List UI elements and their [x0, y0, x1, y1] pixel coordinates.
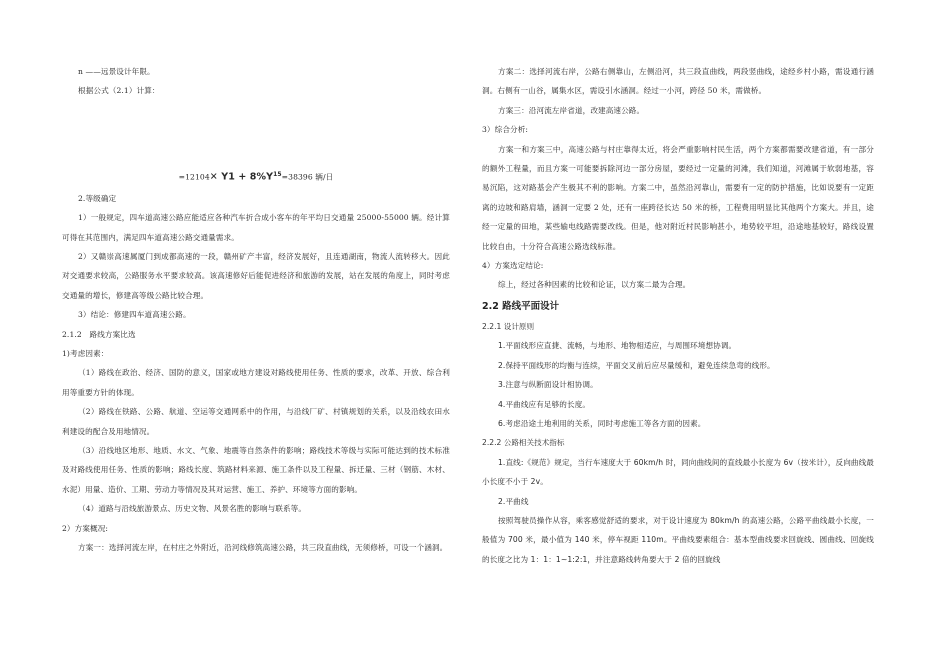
grade-conclusion: 3）结论：修建四车道高速公路。	[78, 310, 191, 320]
tech-curve-paragraph: 按照驾驶员操作从容，乘客感觉舒适的要求，对于设计速度为 80km/h 的高速公路，公路平曲线最小长度，一般值为 700 米，最小值为 140 米，停车视距 110m。平曲线要素组合：基本型曲线要求回旋线、圆曲线、回旋线的长度之比为 1：1：1~1:2:1，并注意路线转角要大于 2 倍的回旋线	[482, 515, 874, 564]
section-2-1-2-heading: 2.1.2 路线方案比选	[62, 329, 136, 339]
plan-3: 方案三：沿河流左岸省道，改建高速公路。	[498, 105, 645, 115]
formula-result: =38396 辆/日	[281, 172, 334, 182]
right-column	[482, 62, 874, 569]
formula-exponent: 15	[273, 170, 282, 178]
principle-3: 3.注意与纵断面设计相协调。	[498, 380, 598, 390]
analysis-title: 3）综合分析:	[482, 125, 529, 135]
plan-2: 方案二：选择河流右岸，公路右侧靠山，左侧沿河，共三段直曲线，两段竖曲线，途经乡村小路，需设通行涵洞。右侧有一山谷，属集水区，需设引水涵洞。经过一小河，跨径 50 米，需做桥。	[482, 67, 874, 96]
analysis-paragraph: 方案一和方案三中，高速公路与村庄靠得太近，将会严重影响村民生活，两个方案都需要改建省道，有一部分的额外工程量，而且方案一可能要拆除河边一部分房屋，要经过一定量的河滩，我们知道，河滩属于软弱地基，容易沉陷，这对路基会产生极其不利的影响。方案二中，虽然沿河靠山，需要有一定的防护措施，比如说要有一定距离的边坡和路肩墙，涵洞一定要 2 处，还有一座跨径长达 50 米的桥，工程费用明显比其他两个方案大。并且，途经一定量的田地，某些输电线路需要改线。但是，他对附近村民影响甚小，地势较平坦，沿途地基较好，路线设置比较自由，十分符合高速公路选线标准。	[482, 144, 874, 251]
grade-heading: 2.等级确定	[78, 193, 117, 203]
principle-6: 6.考虑沿途土地利用的关系，同时考虑施工等各方面的因素。	[498, 418, 706, 428]
section-2-2-2-heading: 2.2.2 公路相关技术指标	[482, 438, 565, 448]
factor-3: （3）沿线地区地形、地质、水文、气象、地震等自然条件的影响；路线技术等级与实际可能达到的技术标准及对路线使用任务、性质的影响；路线长度、筑路材料来源、施工条件以及工程量、拆迁量、三材（钢筋、木材、水泥）用量、造价、工期、劳动力等情况及其对运营、施工、养护、环境等方面的影响。	[62, 446, 450, 494]
left-column	[62, 62, 450, 557]
conclusion-paragraph: 综上，经过各种因素的比较和论证，以方案二最为合理。	[498, 280, 691, 290]
principle-2: 2.保持平面线形的均衡与连续，平面交叉前后应尽量缓和，避免连续急弯的线形。	[498, 360, 775, 370]
traffic-formula	[62, 101, 450, 189]
factor-2: （2）路线在铁路、公路、航道、空运等交通网系中的作用，与沿线厂矿、村镇规划的关系，以及沿线农田水利建设的配合及用地情况。	[62, 407, 450, 436]
principle-1: 1.平面线形应直捷、流畅，与地形、地物相适应，与周围环境想协调。	[498, 341, 737, 351]
grade-paragraph-1: 1）一般规定，四车道高速公路应能适应各种汽车折合成小客车的年平均日交通量 25000-55000 辆。经计算可得在其范围内，满足四车道高速公路交通量需求。	[62, 213, 450, 242]
grade-paragraph-2: 2）又赣崇高速属厦门到成都高速的一段，赣州矿产丰富，经济发展好，且连通湖南，物流人流转移大。因此对交通要求较高，公路服务水平要求较高。该高速修好后能促进经济和旅游的发展，站在发展的角度上，同时考虑交通量的增长，修建高等级公路比较合理。	[62, 251, 450, 300]
section-2-2-heading: 2.2 路线平面设计	[482, 300, 560, 312]
factor-1: （1）路线在政治、经济、国防的意义，国家或地方建设对路线使用任务、性质的要求，改革、开放、综合利用等重要方针的体现。	[62, 368, 450, 397]
factor-4: （4）道路与沿线旅游景点、历史文物、风景名胜的影响与联系等。	[78, 504, 307, 514]
section-2-2-1-heading: 2.2.1 设计原则	[482, 321, 535, 331]
factors-title: 1)考虑因素：	[62, 349, 109, 358]
tech-curve-title: 2.平曲线	[498, 496, 529, 506]
formula-prefix: =12104	[178, 172, 210, 182]
formula-intro: 根据公式（2.1）计算：	[78, 86, 160, 96]
conclusion-title: 4）方案选定结论:	[482, 261, 544, 271]
formula-growth: ✕ Y1 + 8%Y	[209, 171, 274, 183]
principle-4: 4.平曲线应有足够的长度。	[498, 399, 591, 409]
plan-1: 方案一：选择河流左岸，在村庄之外附近，沿河线修筑高速公路，共三段直曲线，无须修桥，可设一个涵洞。	[78, 543, 448, 553]
plan-overview-title: 2）方案概况:	[62, 523, 109, 533]
tech-straight-line: 1.直线:《规范》规定，当行车速度大于 60km/h 时，同向曲线间的直线最小长度为 6v（按米计），反向曲线最小长度不小于 2v。	[482, 457, 874, 487]
variable-definition: n ——远景设计年限。	[78, 67, 155, 76]
